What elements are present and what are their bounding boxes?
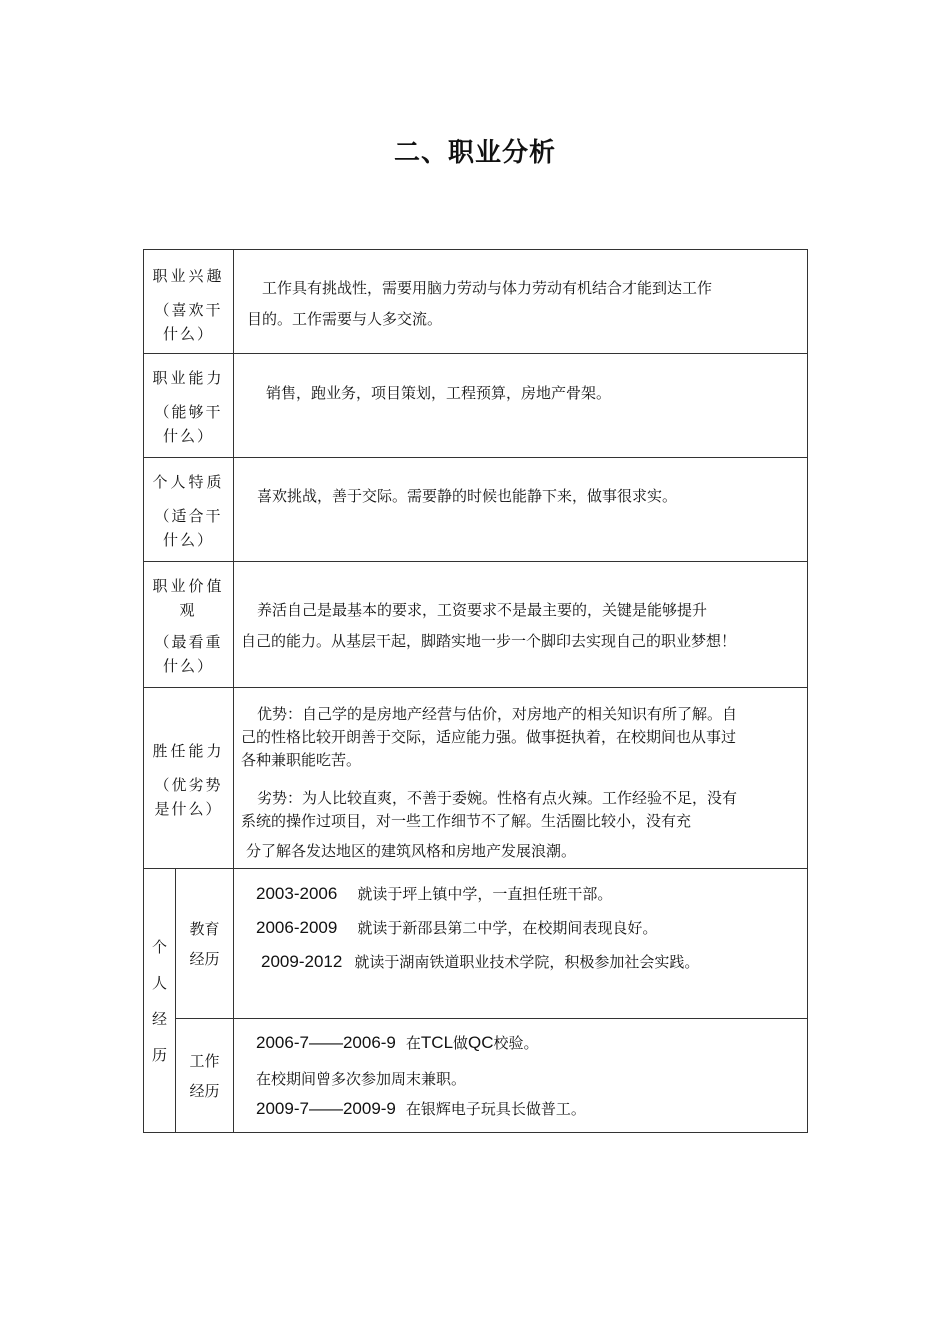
row-label: 观	[179, 601, 198, 619]
label-cell	[144, 250, 234, 354]
content-cell	[234, 354, 808, 458]
experience-label-char: 历	[151, 1045, 167, 1064]
experience-label-cell	[144, 869, 176, 1133]
experience-label-char: 经	[151, 1009, 167, 1028]
education-content	[234, 869, 808, 1019]
entry-brand: TCL	[420, 1033, 454, 1052]
work-content	[234, 1019, 808, 1133]
entry-text: 做	[453, 1034, 469, 1052]
content-line: 劣势：为人比较直爽，不善于委婉。性格有点火辣。工作经验不足，没有	[257, 789, 738, 807]
entry-text: 在银辉电子玩具长做普工。	[405, 1100, 586, 1118]
row-work	[144, 1019, 808, 1133]
content-line: 养活自己是最基本的要求，工资要求不是最主要的，关键是能够提升	[257, 601, 708, 619]
content-line: 工作具有挑战性，需要用脑力劳动与体力劳动有机结合才能到达工作	[262, 279, 713, 297]
row-sublabel: 什么）	[163, 531, 215, 549]
label-cell	[144, 562, 234, 688]
row-sublabel: （最看重	[154, 633, 223, 651]
entry-text: 就读于新邵县第二中学，在校期间表现良好。	[357, 919, 658, 937]
experience-label-char: 人	[151, 973, 167, 992]
entry-year: 2009-7——2009-9	[256, 1099, 396, 1118]
content-line: 分了解各发达地区的建筑风格和房地产发展浪潮。	[246, 842, 577, 860]
row-sublabel: （能够干	[154, 403, 223, 421]
row-sublabel: 什么）	[163, 657, 215, 675]
education-label-cell	[176, 869, 234, 1019]
row-education	[144, 869, 808, 1019]
education-label: 教育	[189, 919, 220, 938]
content-cell	[234, 458, 808, 562]
label-cell	[144, 354, 234, 458]
entry-year: 2006-2009	[256, 918, 338, 937]
content-line: 喜欢挑战，善于交际。需要静的时候也能静下来，做事很求实。	[257, 487, 678, 505]
education-entry	[234, 877, 807, 911]
education-label: 经历	[189, 949, 220, 968]
content-line: 己的性格比较开朗善于交际，适应能力强。做事挺执着，在校期间也从事过	[241, 728, 737, 746]
row-label: 职业能力	[152, 369, 225, 387]
entry-text: 就读于湖南铁道职业技术学院，积极参加社会实践。	[354, 953, 700, 971]
entry-year: 2003-2006	[256, 884, 338, 903]
row-competence	[144, 688, 808, 869]
entry-code: QC	[468, 1033, 494, 1052]
content-line: 目的。工作需要与人多交流。	[247, 310, 443, 328]
row-values	[144, 562, 808, 688]
row-label: 胜任能力	[152, 742, 225, 760]
label-cell	[144, 688, 234, 869]
row-sublabel: （喜欢干	[154, 301, 223, 319]
education-entry	[234, 945, 807, 979]
entry-text: 在	[405, 1034, 421, 1052]
row-sublabel: 是什么）	[154, 800, 223, 818]
content-line: 各种兼职能吃苦。	[241, 751, 362, 769]
row-interest	[144, 250, 808, 354]
content-line: 自己的能力。从基层干起，脚踏实地一步一个脚印去实现自己的职业梦想！	[241, 632, 737, 650]
row-ability	[144, 354, 808, 458]
row-traits	[144, 458, 808, 562]
education-entry	[234, 911, 807, 945]
work-label-cell	[176, 1019, 234, 1133]
work-note: 在校期间曾多次参加周末兼职。	[256, 1070, 467, 1088]
entry-year: 2006-7——2006-9	[256, 1033, 396, 1052]
content-cell	[234, 250, 808, 354]
row-label: 个人特质	[152, 473, 225, 491]
row-sublabel: 什么）	[163, 427, 215, 445]
entry-text: 就读于坪上镇中学，一直担任班干部。	[357, 885, 613, 903]
work-label: 工作	[189, 1051, 220, 1070]
work-label: 经历	[189, 1081, 220, 1100]
career-analysis-table	[143, 249, 808, 1133]
row-sublabel: （优劣势	[154, 776, 223, 794]
work-entry	[234, 1028, 807, 1058]
row-label: 职业兴趣	[152, 267, 225, 285]
row-sublabel: （适合干	[154, 507, 223, 525]
content-cell	[234, 688, 808, 869]
work-entry	[234, 1094, 807, 1124]
content-cell	[234, 562, 808, 688]
entry-text: 校验。	[493, 1034, 539, 1052]
content-line: 系统的操作过项目，对一些工作细节不了解。生活圈比较小，没有充	[241, 812, 692, 830]
content-line: 优势：自己学的是房地产经营与估价，对房地产的相关知识有所了解。自	[257, 705, 738, 723]
content-line: 销售，跑业务，项目策划，工程预算，房地产骨架。	[266, 384, 612, 402]
row-label: 职业价值	[152, 577, 225, 595]
page-title: 二、职业分析	[393, 138, 556, 168]
entry-year: 2009-2012	[261, 952, 343, 971]
row-sublabel: 什么）	[163, 325, 215, 343]
label-cell	[144, 458, 234, 562]
experience-label-char: 个	[151, 937, 167, 956]
